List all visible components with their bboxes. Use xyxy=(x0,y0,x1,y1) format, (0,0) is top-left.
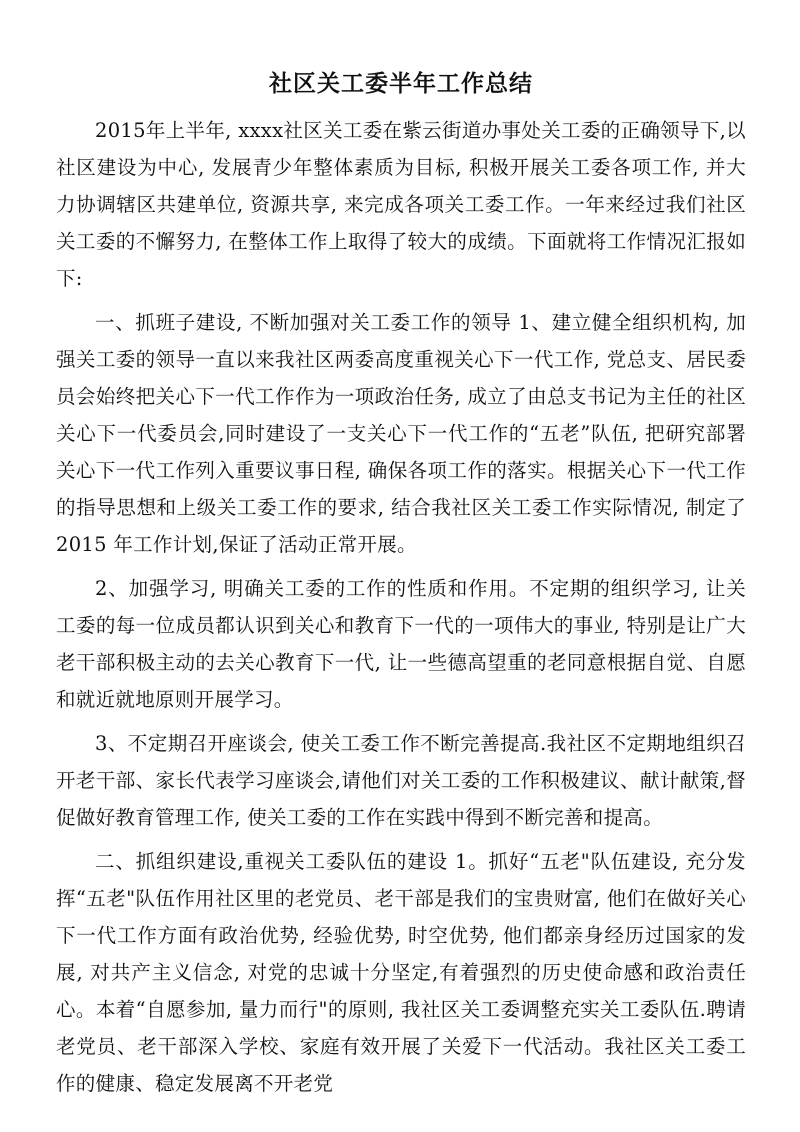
paragraph-meetings: 3、不定期召开座谈会, 使关工委工作不断完善提高.我社区不定期地组织召开老干部、家长代表学习座谈会,请他们对关工委的工作积极建议、献计献策,督促做好教育管理工作, 使关工委的工作在实践中得到不断完善和提高。 xyxy=(56,732,746,829)
paragraph-section-two: 二、抓组织建设,重视关工委队伍的建设 1。抓好“五老"队伍建设, 充分发挥“五老"队伍作用社区里的老党员、老干部是我们的宝贵财富, 他们在做好关心下一代工作方面有政治优势, 经验优势, 时空优势, 他们都亲身经历过国家的发展, 对共产主义信念, 对党的忠诚十分坚定,有着强烈的历史使命感和政治责任心。本着“自愿参加, 量力而行"的原则, 我社区关工委调整充实关工委队伍.聘请老党员、老干部深入学校、家庭有效开展了关爱下一代活动。我社区关工委工作的健康、稳定发展离不开老党 xyxy=(56,850,746,1095)
paragraph-intro: 2015年上半年, xxxx社区关工委在紫云街道办事处关工委的正确领导下,以社区建设为中心, 发展青少年整体素质为目标, 积极开展关工委各项工作, 并大力协调辖区共建单位, 资源共享, 来完成各项关工委工作。一年来经过我们社区关工委的不懈努力, 在整体工作上取得了较大的成绩。下面就将工作情况汇报如下: xyxy=(56,119,746,290)
paragraph-section-one: 一、抓班子建设, 不断加强对关工委工作的领导 1、建立健全组织机构, 加强关工委的领导一直以来我社区两委高度重视关心下一代工作, 党总支、居民委员会始终把关心下一代工作作为一项政治任务, 成立了由总支书记为主任的社区关心下一代委员会,同时建设了一支关心下一代工作的“五老”队伍, 把研究部署关心下一代工作列入重要议事日程, 确保各项工作的落实。根据关心下一代工作的指导思想和上级关工委工作的要求, 结合我社区关工委工作实际情况, 制定了 2015 年工作计划,保证了活动正常开展。 xyxy=(56,311,746,556)
paragraph-study: 2、加强学习, 明确关工委的工作的性质和作用。不定期的组织学习, 让关工委的每一位成员都认识到关心和教育下一代的一项伟大的事业, 特别是让广大老干部积极主动的去关心教育下一代, 让一些德高望重的老同意根据自觉、自愿和就近就地原则开展学习。 xyxy=(56,577,746,711)
document-title: 社区关工委半年工作总结 xyxy=(269,70,533,97)
